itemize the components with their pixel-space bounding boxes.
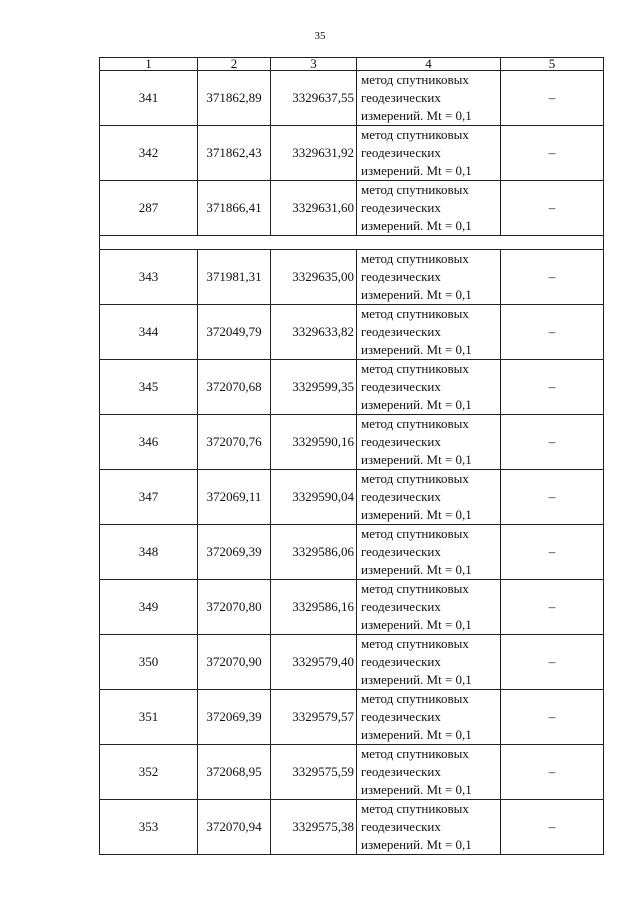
y-coordinate-cell: 3329599,35 [271,360,357,415]
table-row [100,126,604,181]
method-line: метод спутниковых [361,127,469,142]
point-number-cell: 346 [100,415,198,470]
method-line: метод спутниковых [361,361,469,376]
y-coordinate-cell: 3329590,04 [271,470,357,525]
method-line: метод спутниковых [361,801,469,816]
x-coordinate-cell: 372070,94 [198,800,271,855]
header-row [100,58,604,71]
separator-row [100,236,604,250]
method-line: метод спутниковых [361,526,469,541]
method-cell [357,305,501,360]
table-row [100,745,604,800]
method-line: измерений. Mt = 0,1 [361,617,472,632]
table-row [100,250,604,305]
x-coordinate-cell: 372069,11 [198,470,271,525]
y-coordinate-cell: 3329631,92 [271,126,357,181]
note-cell: – [501,415,604,470]
note-cell: – [501,745,604,800]
y-coordinate-cell: 3329633,82 [271,305,357,360]
method-line: измерений. Mt = 0,1 [361,507,472,522]
method-line: измерений. Mt = 0,1 [361,782,472,797]
method-line: геодезических [361,544,441,559]
method-line: геодезических [361,324,441,339]
point-number-cell: 344 [100,305,198,360]
method-line: метод спутниковых [361,72,469,87]
method-cell [357,635,501,690]
point-number-cell: 350 [100,635,198,690]
table-row [100,360,604,415]
method-line: геодезических [361,200,441,215]
table-row [100,800,604,855]
table-row [100,635,604,690]
note-cell: – [501,690,604,745]
x-coordinate-cell: 372069,39 [198,690,271,745]
method-line: геодезических [361,489,441,504]
method-line: геодезических [361,819,441,834]
method-line: геодезических [361,599,441,614]
table-row [100,305,604,360]
x-coordinate-cell: 371862,43 [198,126,271,181]
note-cell: – [501,580,604,635]
header-cell-5: 5 [501,58,604,71]
x-coordinate-cell: 371862,89 [198,71,271,126]
y-coordinate-cell: 3329635,00 [271,250,357,305]
x-coordinate-cell: 372070,80 [198,580,271,635]
method-line: метод спутниковых [361,581,469,596]
point-number-cell: 345 [100,360,198,415]
method-cell [357,690,501,745]
method-cell [357,470,501,525]
method-line: измерений. Mt = 0,1 [361,287,472,302]
table-row [100,470,604,525]
method-line: измерений. Mt = 0,1 [361,562,472,577]
note-cell: – [501,305,604,360]
note-cell: – [501,470,604,525]
method-line: метод спутниковых [361,746,469,761]
x-coordinate-cell: 372049,79 [198,305,271,360]
point-number-cell: 347 [100,470,198,525]
note-cell: – [501,635,604,690]
x-coordinate-cell: 372070,76 [198,415,271,470]
point-number-cell: 349 [100,580,198,635]
method-line: геодезических [361,709,441,724]
method-line: геодезических [361,654,441,669]
method-line: измерений. Mt = 0,1 [361,163,472,178]
method-line: геодезических [361,764,441,779]
point-number-cell: 353 [100,800,198,855]
y-coordinate-cell: 3329590,16 [271,415,357,470]
page-number: 35 [314,30,326,42]
table-row [100,580,604,635]
header-cell-1: 1 [100,58,198,71]
y-coordinate-cell: 3329579,57 [271,690,357,745]
method-cell [357,525,501,580]
method-cell [357,415,501,470]
method-cell [357,250,501,305]
point-number-cell: 342 [100,126,198,181]
method-cell [357,745,501,800]
y-coordinate-cell: 3329579,40 [271,635,357,690]
table-row [100,525,604,580]
point-number-cell: 351 [100,690,198,745]
method-line: метод спутниковых [361,636,469,651]
method-cell [357,181,501,236]
y-coordinate-cell: 3329631,60 [271,181,357,236]
method-line: геодезических [361,90,441,105]
method-cell [357,71,501,126]
method-cell [357,360,501,415]
method-line: измерений. Mt = 0,1 [361,218,472,233]
x-coordinate-cell: 371981,31 [198,250,271,305]
method-line: измерений. Mt = 0,1 [361,672,472,687]
coordinates-table [99,57,604,855]
table-row [100,181,604,236]
note-cell: – [501,525,604,580]
method-line: геодезических [361,379,441,394]
point-number-cell: 341 [100,71,198,126]
point-number-cell: 343 [100,250,198,305]
header-cell-3: 3 [271,58,357,71]
x-coordinate-cell: 372068,95 [198,745,271,800]
y-coordinate-cell: 3329575,59 [271,745,357,800]
method-line: метод спутниковых [361,306,469,321]
note-cell: – [501,71,604,126]
method-cell [357,580,501,635]
method-line: геодезических [361,434,441,449]
point-number-cell: 352 [100,745,198,800]
y-coordinate-cell: 3329575,38 [271,800,357,855]
note-cell: – [501,126,604,181]
x-coordinate-cell: 372070,90 [198,635,271,690]
method-line: метод спутниковых [361,691,469,706]
table-row [100,415,604,470]
y-coordinate-cell: 3329586,16 [271,580,357,635]
method-line: геодезических [361,145,441,160]
method-line: метод спутниковых [361,182,469,197]
x-coordinate-cell: 372069,39 [198,525,271,580]
note-cell: – [501,181,604,236]
header-cell-4: 4 [357,58,501,71]
table-row [100,71,604,126]
method-line: измерений. Mt = 0,1 [361,108,472,123]
method-cell [357,126,501,181]
x-coordinate-cell: 372070,68 [198,360,271,415]
method-line: метод спутниковых [361,251,469,266]
table-row [100,690,604,745]
y-coordinate-cell: 3329637,55 [271,71,357,126]
method-line: измерений. Mt = 0,1 [361,397,472,412]
method-line: измерений. Mt = 0,1 [361,342,472,357]
point-number-cell: 348 [100,525,198,580]
method-line: измерений. Mt = 0,1 [361,837,472,852]
note-cell: – [501,800,604,855]
method-line: метод спутниковых [361,416,469,431]
note-cell: – [501,250,604,305]
y-coordinate-cell: 3329586,06 [271,525,357,580]
note-cell: – [501,360,604,415]
header-cell-2: 2 [198,58,271,71]
method-line: геодезических [361,269,441,284]
x-coordinate-cell: 371866,41 [198,181,271,236]
method-line: измерений. Mt = 0,1 [361,452,472,467]
separator-cell [100,236,604,250]
point-number-cell: 287 [100,181,198,236]
method-line: измерений. Mt = 0,1 [361,727,472,742]
method-cell [357,800,501,855]
method-line: метод спутниковых [361,471,469,486]
